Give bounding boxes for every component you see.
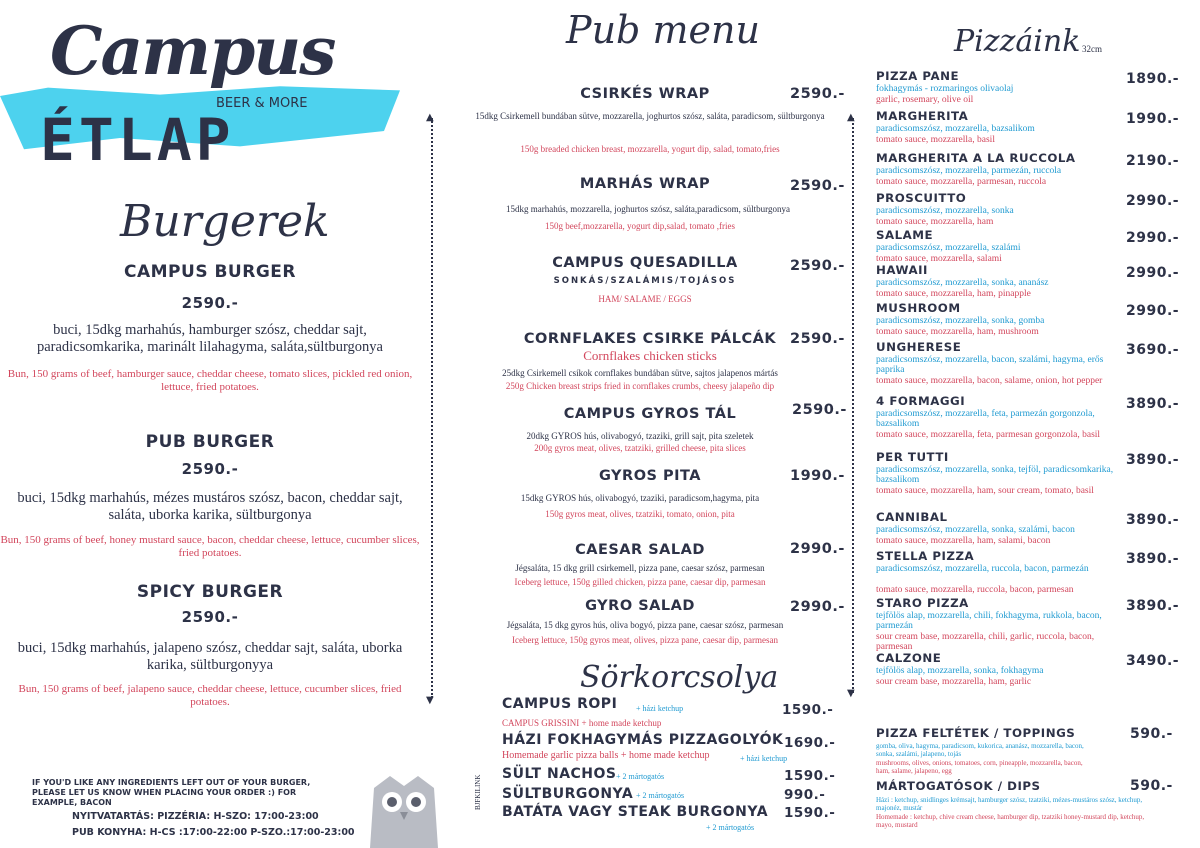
pizza-desc-hu: tejfölös alap, mozzarella, chili, fokhagyma, rukkola, bacon, parmezán bbox=[876, 611, 1102, 631]
burgers-heading: Burgerek bbox=[120, 196, 330, 247]
pizza-price: 2990.- bbox=[1126, 265, 1180, 281]
pizza-price: 3690.- bbox=[1126, 342, 1180, 358]
pizza-name: PIZZA PANE bbox=[876, 69, 960, 83]
pizza-name: 4 FORMAGGI bbox=[876, 394, 966, 408]
pizza-desc-en: tomato sauce, mozzarella, ham, pinapple bbox=[876, 289, 1031, 299]
pizza-desc-hu: paradicsomszósz, mozzarella, sonka, gomba bbox=[876, 316, 1045, 326]
snack-desc-en: Homemade garlic pizza balls + home made ketchup bbox=[502, 750, 710, 761]
pub-item-sub: Cornflakes chicken sticks bbox=[583, 348, 717, 363]
pub-item-name: MARHÁS WRAP bbox=[579, 176, 711, 192]
pub-item-name: GYRO SALAD bbox=[585, 598, 695, 614]
burger-desc-hu: buci, 15dkg marhahús, mézes mustáros szósz, bacon, cheddar sajt, saláta, uborka karika, sültburgonya bbox=[17, 490, 403, 523]
snack-price: 1590.- bbox=[782, 702, 834, 718]
pub-item-desc-en: HAM/ SALAME / EGGS bbox=[598, 294, 692, 304]
snack-extra: + 2 mártogatós bbox=[706, 823, 755, 832]
pub-item-price: 2590.- bbox=[790, 86, 845, 102]
snack-price: 1590.- bbox=[784, 768, 836, 784]
snack-extra: + 2 mártogatós bbox=[616, 772, 665, 781]
pizza-price: 2190.- bbox=[1126, 153, 1180, 169]
burger-desc-en: Bun, 150 grams of beef, hamburger sauce, cheddar cheese, tomato slices, pickled red onion, lettuce, fried potatoes. bbox=[7, 368, 413, 393]
snack-name: HÁZI FOKHAGYMÁS PIZZAGOLYÓK bbox=[502, 732, 784, 748]
dips-name: MÁRTOGATÓSOK / DIPS bbox=[876, 779, 1041, 793]
pizza-desc-hu: paradicsomszósz, mozzarella, feta, parmezán gorgonzola, bazsalikom bbox=[876, 409, 1095, 429]
toppings-hu: gomba, oliva, hagyma, paradicsom, kukorica, ananász, mozzarella, bacon, sonka, szalámi, jalapeno, tojás bbox=[876, 742, 1084, 758]
dips-en: Homemade : ketchup, chive cream cheese, hamburger dip, tzatziki honey-mustard dip, ketchup, mayo, mustard bbox=[876, 813, 1145, 829]
pub-item-name: GYROS PITA bbox=[598, 468, 702, 484]
pizza-name: MARGHERITA bbox=[876, 109, 969, 123]
pub-item-desc-hu: Jégsaláta, 15 dkg grill csirkemell, pizza pane, caesar szósz, parmesan bbox=[515, 563, 765, 573]
snack-extra: + 2 mártogatós bbox=[636, 791, 685, 800]
pub-item-price: 2990.- bbox=[790, 541, 845, 557]
pub-item-price: 2990.- bbox=[790, 599, 845, 615]
snack-name: BATÁTA VAGY STEAK BURGONYA bbox=[502, 804, 769, 820]
snacks-heading: Sörkorcsolya bbox=[580, 660, 779, 695]
pizza-desc-en: tomato sauce, mozzarella, basil bbox=[876, 135, 995, 145]
snack-price: 1690.- bbox=[784, 735, 836, 751]
pizza-price: 2990.- bbox=[1126, 230, 1180, 246]
pub-item-desc-en: 150g breaded chicken breast, mozzarella, yogurt dip, salad, tomato,fries bbox=[520, 144, 780, 154]
pizza-desc-hu: paradicsomszósz, mozzarella, szalámi bbox=[876, 243, 1021, 253]
pizza-desc-en: sour cream base, mozzarella, ham, garlic bbox=[876, 677, 1032, 687]
pizza-desc-hu: paradicsomszósz, mozzarella, sonka, ananász bbox=[876, 278, 1049, 288]
pizza-name: STELLA PIZZA bbox=[876, 549, 975, 563]
pizza-price: 2990.- bbox=[1126, 193, 1180, 209]
pizza-price: 3490.- bbox=[1126, 653, 1180, 669]
pizza-size: 32cm bbox=[1082, 44, 1102, 54]
pub-item-sub: SONKÁS/SZALÁMIS/TOJÁSOS bbox=[553, 276, 737, 286]
burger-price: 2590.- bbox=[181, 460, 239, 478]
pizza-price: 3890.- bbox=[1126, 551, 1180, 567]
pub-item-price: 2590.- bbox=[790, 178, 845, 194]
pizza-desc-hu: paradicsomszósz, mozzarella, sonka bbox=[876, 206, 1014, 216]
burger-name: SPICY BURGER bbox=[136, 582, 284, 602]
pub-item-desc-hu: 25dkg Csirkemell csíkok cornflakes bundában sütve, sajtos jalapenos mártás bbox=[502, 368, 778, 378]
pizza-desc-hu: paradicsomszósz, mozzarella, parmezán, ruccola bbox=[876, 166, 1062, 176]
dips-price: 590.- bbox=[1130, 778, 1173, 794]
pizza-desc-hu: paradicsomszósz, mozzarella, bazsalikom bbox=[876, 124, 1035, 134]
pizza-desc-en: tomato sauce, mozzarella, ham bbox=[876, 217, 994, 227]
logo-tagline: BEER & MORE bbox=[216, 96, 308, 111]
snack-name: SÜLT NACHOS bbox=[502, 766, 617, 782]
pub-item-name: CAESAR SALAD bbox=[575, 542, 705, 558]
pizza-name: SALAME bbox=[876, 228, 934, 242]
pub-item-price: 2590.- bbox=[790, 331, 845, 347]
toppings-en: mushrooms, olives, onions, tomatoes, corn, pineapple, mozzarella, bacon, ham, salame, jalapeno, egg bbox=[876, 759, 1083, 775]
pub-item-price: 1990.- bbox=[790, 468, 845, 484]
pizza-name: HAWAII bbox=[876, 263, 928, 277]
toppings-name: PIZZA FELTÉTEK / TOPPINGS bbox=[876, 726, 1076, 740]
pizza-name: MARGHERITA A LA RUCCOLA bbox=[876, 151, 1076, 165]
pizza-desc-en: tomato sauce, mozzarella, parmesan, ruccola bbox=[876, 177, 1047, 187]
pizza-desc-hu: paradicsomszósz, mozzarella, sonka, tejföl, paradicsomkarika, bazsalikom bbox=[876, 465, 1114, 485]
pizza-desc-en: tomato sauce, mozzarella, salami bbox=[876, 254, 1002, 264]
pub-item-name: CSIRKÉS WRAP bbox=[580, 86, 710, 102]
snack-name: CAMPUS ROPI bbox=[502, 696, 618, 712]
pizza-name: CALZONE bbox=[876, 651, 942, 665]
pub-item-desc-en: 250g Chicken breast strips fried in cornflakes crumbs, cheesy jalapeño dip bbox=[505, 381, 775, 391]
pub-item-desc-en: 150g beef,mozzarella, yogurt dip,salad, tomato ,fries bbox=[545, 221, 735, 231]
pizza-desc-en: tomato sauce, mozzarella, bacon, salame, onion, hot pepper bbox=[876, 376, 1103, 386]
pizza-desc-en: tomato sauce, mozzarella, ham, mushroom bbox=[876, 327, 1039, 337]
pub-item-desc-en: Iceberg lettuce, 150g gilled chicken, pizza pane, caesar dip, parmesan bbox=[514, 577, 766, 587]
pub-item-name: CAMPUS GYROS TÁL bbox=[563, 406, 737, 422]
pub-heading: Pub menu bbox=[566, 8, 760, 52]
burger-desc-hu: buci, 15dkg marhahús, jalapeno szósz, cheddar sajt, saláta, uborka karika, sültburgonyya bbox=[17, 640, 403, 673]
pizza-desc-hu: paradicsomszósz, mozzarella, sonka, szalámi, bacon bbox=[876, 525, 1075, 535]
pub-item-desc-hu: 15dkg GYROS hús, olivabogyó, tzaziki, paradicsom,hagyma, pita bbox=[520, 493, 760, 503]
pizza-desc-en: tomato sauce, mozzarella, feta, parmesan gorgonzola, basil bbox=[876, 430, 1101, 440]
pizza-name: CANNIBAL bbox=[876, 510, 948, 524]
logo-campus: Campus bbox=[50, 12, 335, 90]
arrow-down-icon: ▼ bbox=[426, 695, 434, 706]
pizza-name: PROSCUITTO bbox=[876, 191, 967, 205]
pub-item-desc-hu: 15dkg Csirkemell bundában sütve, mozzarella, joghurtos szósz, saláta, paradicsom, sültburgonya bbox=[475, 111, 825, 121]
pizza-price: 2990.- bbox=[1126, 303, 1180, 319]
toppings-price: 590.- bbox=[1130, 726, 1173, 742]
burger-note: IF YOU'D LIKE ANY INGREDIENTS LEFT OUT OF YOUR BURGER, PLEASE LET US KNOW WHEN PLACING YOUR ORDER :) FOR EXAMPLE, BACON bbox=[32, 778, 311, 807]
burger-desc-en: Bun, 150 grams of beef, jalapeno sauce, cheddar cheese, lettuce, cucumber slices, fried potatoes. bbox=[18, 683, 402, 708]
divider-line bbox=[431, 118, 433, 698]
pizza-price: 1890.- bbox=[1126, 71, 1180, 87]
snack-price: 990.- bbox=[784, 787, 826, 803]
snack-name: SÜLTBURGONYA bbox=[502, 786, 634, 802]
burger-price: 2590.- bbox=[181, 294, 239, 312]
pizza-name: STARO PIZZA bbox=[876, 596, 969, 610]
pub-item-price: 2590.- bbox=[790, 258, 845, 274]
divider-line bbox=[852, 118, 854, 693]
pub-item-desc-hu: 15dkg marhahús, mozzarella, joghurtos szósz, saláta,paradicsom, sültburgonya bbox=[505, 204, 790, 214]
menu-title: ÉTLAP bbox=[40, 106, 235, 174]
pub-item-price: 2590.- bbox=[792, 402, 847, 418]
pub-item-desc-en: 150g gyros meat, olives, tzatziki, tomato, onion, pita bbox=[545, 509, 735, 519]
pizza-heading: Pizzáink bbox=[954, 24, 1081, 59]
pizza-price: 3890.- bbox=[1126, 452, 1180, 468]
pizza-desc-en: tomato sauce, mozzarella, ruccola, bacon, parmesan bbox=[876, 585, 1074, 595]
pub-item-name: CORNFLAKES CSIRKE PÁLCÁK bbox=[523, 331, 777, 347]
pub-item-desc-en: Iceberg lettuce, 150g gyros meat, olives, pizza pane, caesar dip, parmesan bbox=[512, 635, 778, 645]
pizza-desc-hu: tejfölös alap, mozzarella, sonka, fokhagyma bbox=[876, 666, 1044, 676]
burger-price: 2590.- bbox=[181, 608, 239, 626]
snack-desc-en: CAMPUS GRISSINI + home made ketchup bbox=[502, 718, 662, 728]
pizza-price: 3890.- bbox=[1126, 512, 1180, 528]
burger-desc-hu: buci, 15dkg marhahús, hamburger szósz, cheddar sajt, paradicsomkarika, marinált lilahagyma, saláta,sültburgonya bbox=[36, 322, 383, 355]
owl-icon bbox=[360, 768, 448, 848]
pizza-name: UNGHERESE bbox=[876, 340, 962, 354]
burger-name: CAMPUS BURGER bbox=[124, 262, 296, 282]
hours-kitchen: PUB KONYHA: H-CS :17:00-22:00 P-SZO.:17:00-23:00 bbox=[72, 827, 355, 838]
pizza-desc-en: garlic, rosemary, olive oil bbox=[876, 95, 974, 105]
pizza-desc-en: tomato sauce, mozzarella, ham, salami, bacon bbox=[876, 536, 1051, 546]
arrow-down-icon: ▼ bbox=[847, 688, 855, 699]
snack-extra: + házi ketchup bbox=[636, 704, 684, 713]
pizza-name: MUSHROOM bbox=[876, 301, 961, 315]
pizza-price: 3890.- bbox=[1126, 598, 1180, 614]
pub-item-name: CAMPUS QUESADILLA bbox=[552, 255, 738, 271]
burger-desc-en: Bun, 150 grams of beef, honey mustard sauce, bacon, cheddar cheese, lettuce, cucumber slices, fried potatoes. bbox=[0, 534, 420, 559]
pizza-desc-hu: fokhagymás - rozmaringos olivaolaj bbox=[876, 84, 1014, 94]
snack-extra: + házi ketchup bbox=[740, 754, 788, 763]
side-text: BJFKILINK bbox=[474, 774, 482, 810]
pizza-desc-en: tomato sauce, mozzarella, ham, sour cream, tomato, basil bbox=[876, 486, 1094, 496]
burger-name: PUB BURGER bbox=[145, 432, 275, 452]
snack-price: 1590.- bbox=[784, 805, 836, 821]
pub-item-desc-hu: 20dkg GYROS hús, olivabogyó, tzaziki, grill sajt, pita szeletek bbox=[526, 431, 754, 441]
pizza-desc-hu: paradicsomszósz, mozzarella, bacon, szalámi, hagyma, erős paprika bbox=[876, 355, 1104, 375]
pizza-desc-hu: paradicsomszósz, mozzarella, ruccola, bacon, parmezán bbox=[876, 564, 1089, 574]
hours-pizzeria: NYITVATARTÁS: PIZZÉRIA: H-SZO: 17:00-23:00 bbox=[72, 811, 319, 822]
pub-item-desc-en: 200g gyros meat, olives, tzatziki, grilled cheese, pita slices bbox=[534, 443, 746, 453]
pizza-name: PER TUTTI bbox=[876, 450, 949, 464]
pizza-price: 3890.- bbox=[1126, 396, 1180, 412]
arrow-up-icon: ▲ bbox=[426, 112, 434, 123]
arrow-up-icon: ▲ bbox=[847, 112, 855, 123]
dips-hu: Házi : ketchup, snidlinges krémsajt, hamburger szósz, tzatziki, mézes-mustáros szósz, ketchup, majonéz, mustár bbox=[876, 796, 1143, 812]
pizza-price: 1990.- bbox=[1126, 111, 1180, 127]
pub-item-desc-hu: Jégsaláta, 15 dkg gyros hús, oliva bogyó, pizza pane, caesar szósz, parmesan bbox=[506, 620, 784, 630]
pizza-desc-en: sour cream base, mozzarella, chili, garlic, ruccola, bacon, parmesan bbox=[876, 632, 1095, 652]
